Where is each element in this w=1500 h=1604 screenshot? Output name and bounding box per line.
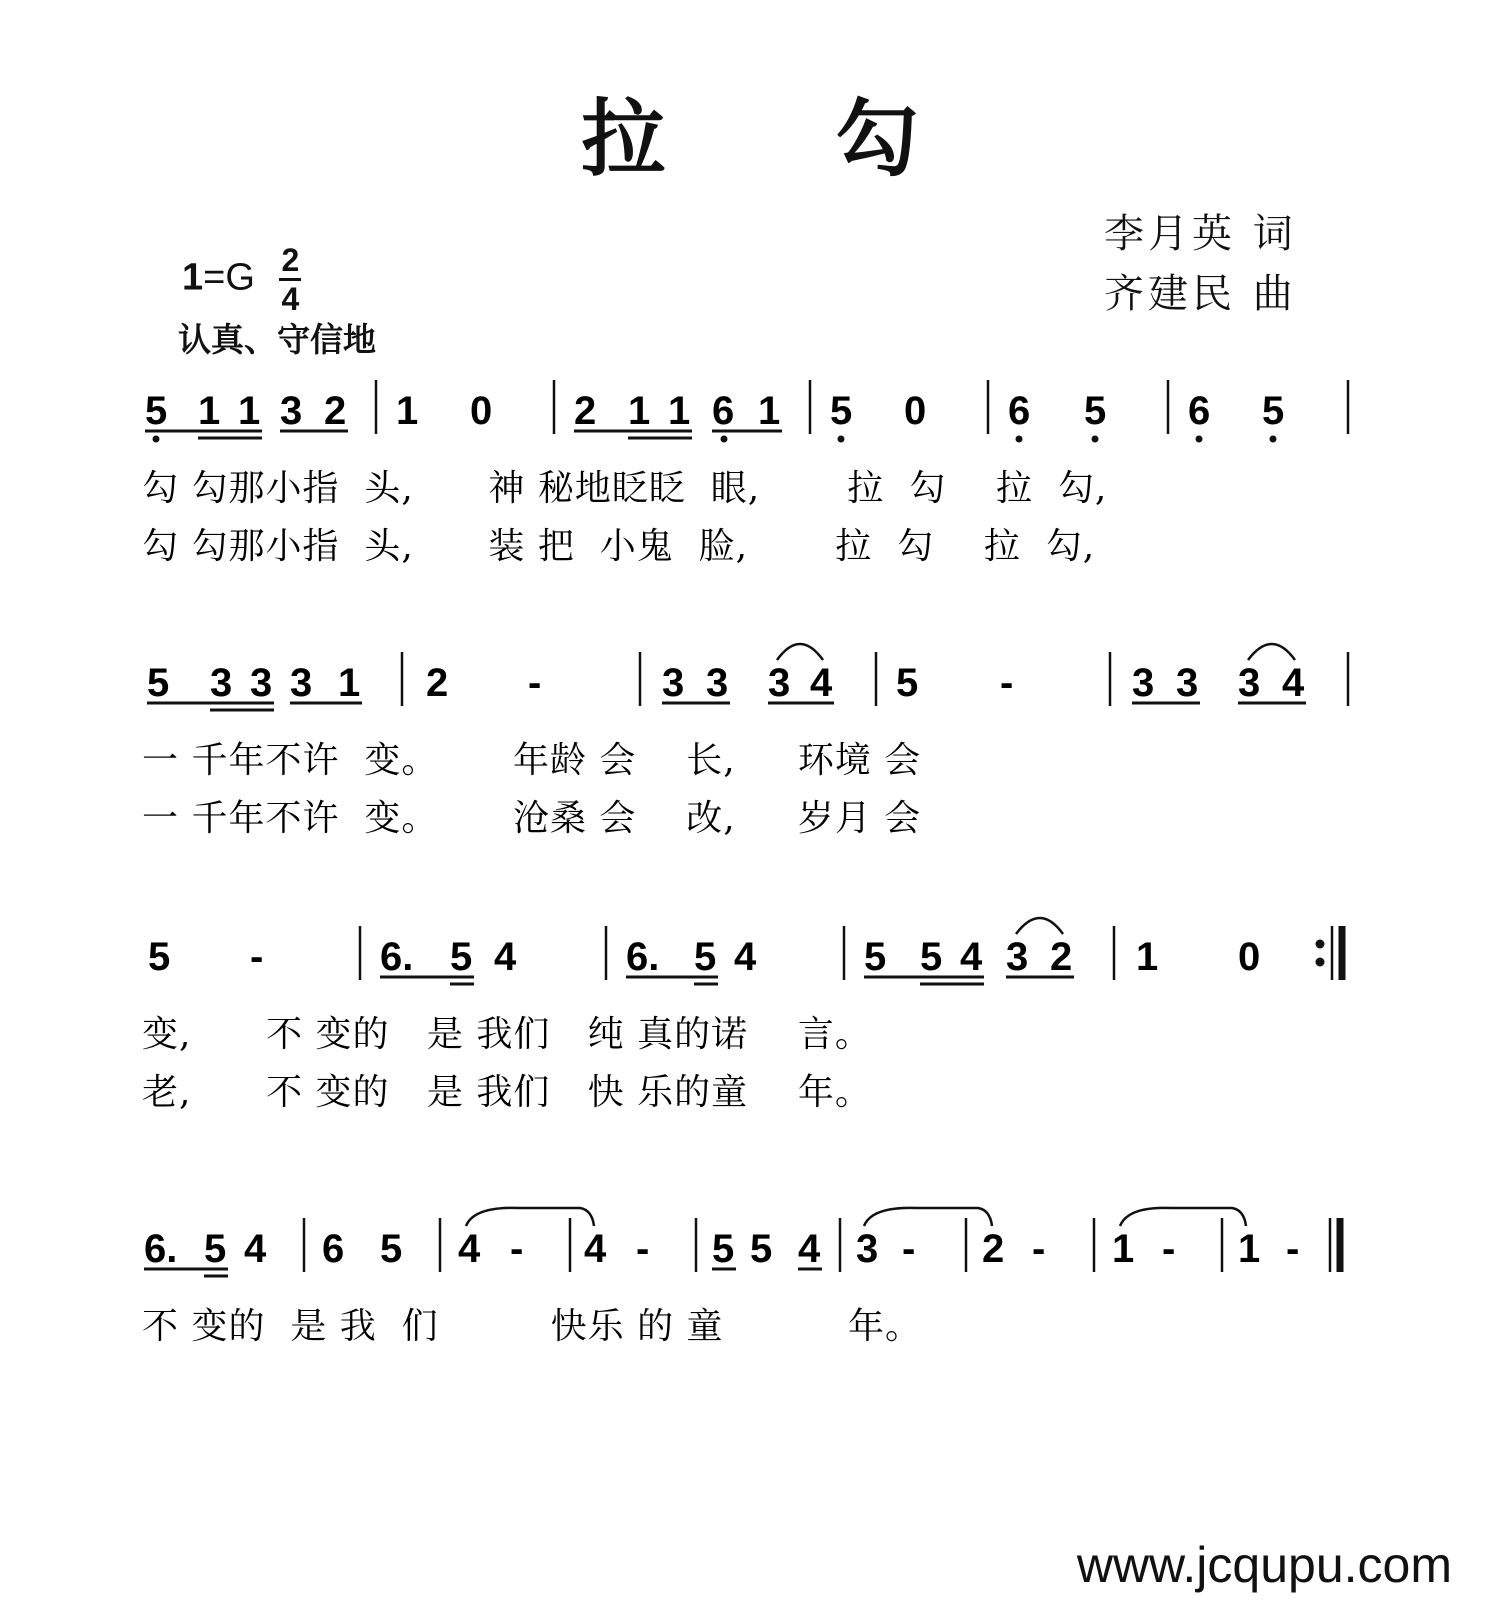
- note: 4: [494, 935, 517, 979]
- note: 4: [1282, 661, 1305, 705]
- note: 2: [574, 389, 597, 433]
- time-bottom: 4: [281, 281, 300, 317]
- note: -: [1162, 1227, 1176, 1271]
- note: 5: [145, 389, 168, 433]
- note: 5: [1262, 389, 1285, 433]
- note: 6.: [144, 1227, 178, 1271]
- note: 1: [1136, 935, 1159, 979]
- lyric-verse-1: 勾 勾那小指 头, 神 秘地眨眨 眼, 拉 勾 拉 勾,: [142, 468, 1108, 509]
- note: 4: [798, 1227, 821, 1271]
- note: 5: [204, 1227, 227, 1271]
- note: 0: [470, 389, 493, 433]
- note: 2: [1050, 935, 1073, 979]
- note: 0: [904, 389, 927, 433]
- note: 3: [662, 661, 685, 705]
- note: -: [1286, 1227, 1300, 1271]
- note: 2: [426, 661, 449, 705]
- note: -: [1032, 1227, 1046, 1271]
- note: 4: [244, 1227, 267, 1271]
- note: 4: [960, 935, 983, 979]
- note: 3: [1238, 661, 1261, 705]
- note: 5: [450, 935, 473, 979]
- lyric-verse-2: 勾 勾那小指 头, 装 把 小鬼 脸, 拉 勾 拉 勾,: [142, 526, 1096, 567]
- note: 1: [396, 389, 419, 433]
- note: -: [636, 1227, 650, 1271]
- low-octave-dot: [153, 436, 160, 443]
- tie: [1120, 1208, 1246, 1226]
- watermark-url: www.jcqupu.com: [1076, 1537, 1452, 1593]
- composer-credit: 齐建民 曲: [1104, 271, 1297, 317]
- note: 0: [1238, 935, 1261, 979]
- low-octave-dot: [1270, 436, 1277, 443]
- note: 5: [830, 389, 853, 433]
- note: 3: [1006, 935, 1029, 979]
- note: 6.: [626, 935, 660, 979]
- note: 3: [250, 661, 273, 705]
- note: 1: [238, 389, 261, 433]
- note: 5: [694, 935, 717, 979]
- note: 5: [712, 1227, 735, 1271]
- repeat-dot: [1316, 958, 1325, 967]
- note: 4: [584, 1227, 607, 1271]
- note: 1: [668, 389, 691, 433]
- staff-line-1: [142, 380, 1348, 567]
- note: 2: [982, 1227, 1005, 1271]
- note: -: [528, 661, 542, 705]
- lyric-verse-2: 老, 不 变的 是 我们 快 乐的童 年。: [142, 1072, 872, 1113]
- note: 1: [338, 661, 361, 705]
- note: 5: [920, 935, 943, 979]
- note: 6: [712, 389, 735, 433]
- note: 3: [768, 661, 791, 705]
- note: 3: [1176, 661, 1199, 705]
- staff-line-2: [142, 644, 1348, 839]
- slur: [777, 644, 823, 660]
- note: 3: [706, 661, 729, 705]
- note: 1: [1112, 1227, 1135, 1271]
- lyricist-credit: 李月英 词: [1104, 211, 1297, 257]
- slur: [1016, 918, 1063, 934]
- note: 5: [864, 935, 887, 979]
- low-octave-dot: [838, 436, 845, 443]
- note: 3: [856, 1227, 879, 1271]
- note: 3: [290, 661, 313, 705]
- note: -: [510, 1227, 524, 1271]
- low-octave-dot: [1016, 436, 1023, 443]
- repeat-dot: [1316, 940, 1325, 949]
- tempo-marking: 认真、守信地: [178, 320, 376, 359]
- low-octave-dot: [1092, 436, 1099, 443]
- note: 5: [750, 1227, 773, 1271]
- note: 6: [322, 1227, 345, 1271]
- note: 3: [1132, 661, 1155, 705]
- note: 3: [210, 661, 233, 705]
- tie: [864, 1208, 992, 1226]
- note: -: [902, 1227, 916, 1271]
- lyric-verse-1: 不 变的 是 我 们 快乐 的 童 年。: [142, 1306, 922, 1347]
- note: 5: [148, 935, 171, 979]
- note: -: [1000, 661, 1014, 705]
- low-octave-dot: [1196, 436, 1203, 443]
- note: 2: [324, 389, 347, 433]
- note: 5: [380, 1227, 403, 1271]
- note: 6.: [380, 935, 414, 979]
- lyric-verse-1: 一 千年不许 变。 年龄 会 长, 环境 会: [142, 740, 922, 781]
- note: 4: [810, 661, 833, 705]
- staff-line-3: [142, 918, 1342, 1113]
- note: 6: [1188, 389, 1211, 433]
- note: 1: [1238, 1227, 1261, 1271]
- staff-line-4: [142, 1208, 1340, 1347]
- note: 5: [1084, 389, 1107, 433]
- tie: [466, 1208, 594, 1226]
- note: 4: [734, 935, 757, 979]
- note: 4: [458, 1227, 481, 1271]
- note: 1: [758, 389, 781, 433]
- time-top: 2: [279, 244, 301, 281]
- slur: [1248, 644, 1295, 660]
- note: 3: [280, 389, 303, 433]
- note: 5: [147, 661, 170, 705]
- key-equals: =G: [203, 256, 255, 299]
- note: 1: [628, 389, 651, 433]
- low-octave-dot: [721, 436, 728, 443]
- note: 1: [198, 389, 221, 433]
- key-tonic: 1: [182, 256, 204, 299]
- note: 6: [1008, 389, 1031, 433]
- note: 5: [896, 661, 919, 705]
- note: -: [250, 935, 264, 979]
- song-title: 拉 勾: [581, 89, 989, 188]
- lyric-verse-2: 一 千年不许 变。 沧桑 会 改, 岁月 会: [142, 798, 922, 839]
- lyric-verse-1: 变, 不 变的 是 我们 纯 真的诺 言。: [142, 1014, 872, 1055]
